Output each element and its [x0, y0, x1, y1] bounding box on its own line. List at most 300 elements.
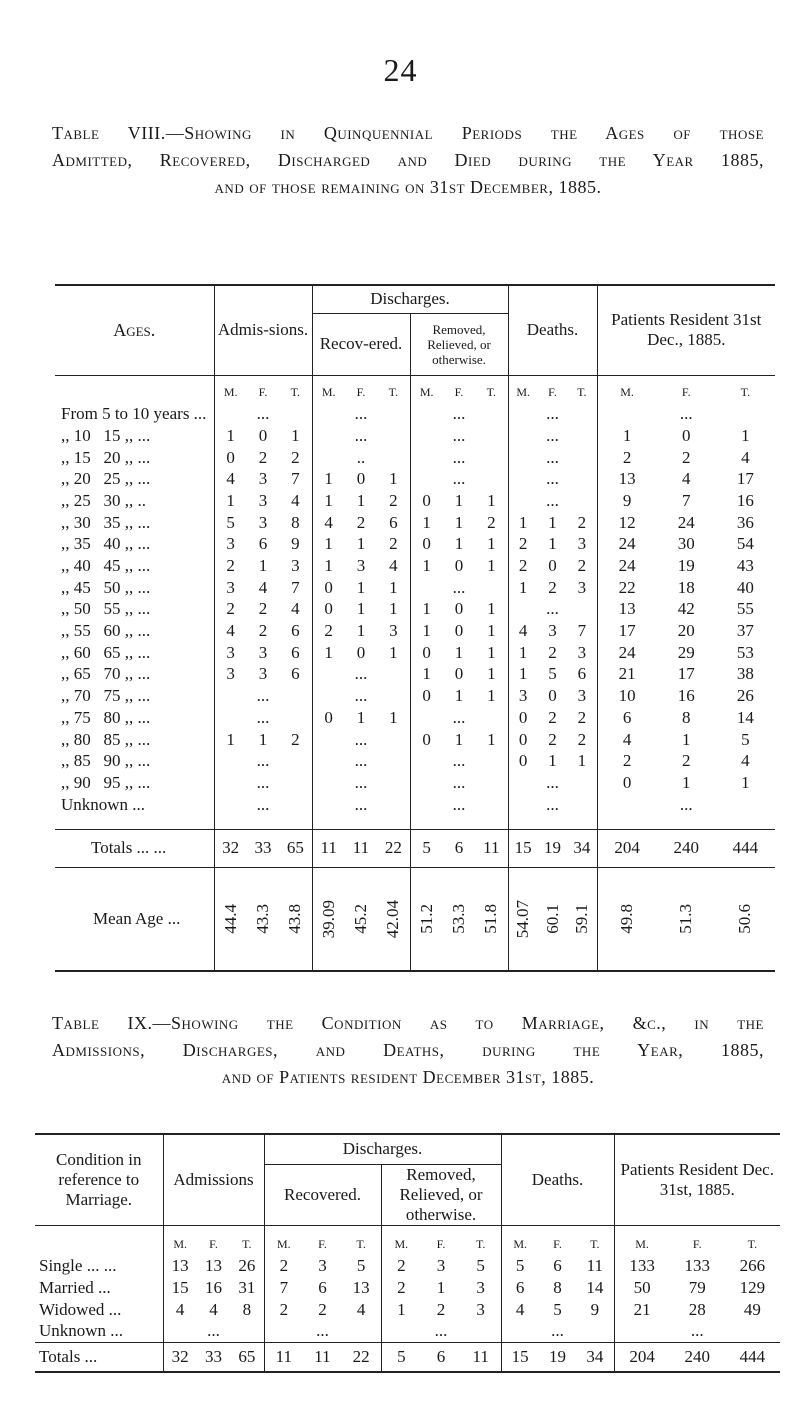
- total-value: 444: [739, 1347, 766, 1367]
- table-row: [215, 685, 312, 707]
- row-label: Widowed ...: [39, 1299, 122, 1319]
- female-value: 1: [454, 512, 464, 532]
- total-value: 3: [476, 1299, 485, 1319]
- female-value: 0: [548, 556, 557, 575]
- admissions-column: [214, 375, 312, 829]
- male-value: 1: [422, 599, 431, 619]
- female-value: 2: [548, 577, 557, 597]
- table-row: [598, 403, 776, 425]
- mft-header: M.: [513, 1236, 527, 1251]
- table-row: [411, 577, 508, 599]
- female-value: ...: [256, 686, 270, 706]
- female-value: 28: [688, 1299, 706, 1319]
- total-value: [281, 403, 310, 425]
- mft-header: F.: [548, 384, 557, 399]
- row-label: ,, 80 85 ,, ...: [61, 729, 151, 749]
- male-value: 0: [324, 599, 333, 619]
- mft-header: F.: [318, 1236, 327, 1251]
- table-row: [382, 1255, 501, 1277]
- male-value: 21: [618, 664, 636, 684]
- total-value: [379, 403, 408, 425]
- removed-column: [381, 1225, 501, 1342]
- male-value: [314, 403, 343, 425]
- male-value: 2: [518, 534, 528, 554]
- table-row: [509, 533, 597, 555]
- mft-label: [411, 382, 508, 404]
- table-row: [411, 598, 508, 620]
- male-value: 7: [279, 1277, 289, 1297]
- female-value: 3: [258, 642, 268, 662]
- female-value: 6: [318, 1277, 327, 1297]
- total-value: 3: [389, 621, 398, 641]
- discharges-header: Discharges.: [264, 1134, 501, 1164]
- female-value: 3: [318, 1256, 327, 1276]
- male-value: 0: [226, 447, 235, 467]
- row-label: ,, 90 95 ,, ...: [61, 772, 151, 792]
- total-value: 4: [741, 447, 750, 467]
- mft-header: M.: [516, 384, 531, 399]
- total-value: 444: [732, 838, 759, 858]
- female-value: ...: [256, 751, 270, 771]
- female-value: 6: [258, 534, 268, 554]
- total-value: 14: [736, 707, 754, 727]
- total-value: [477, 794, 506, 816]
- male-value: [510, 468, 536, 490]
- male-value: [216, 794, 245, 816]
- male-value: 5: [422, 838, 431, 858]
- table9: [35, 1133, 780, 1365]
- male-value: 2: [279, 1299, 289, 1319]
- row-label: Unknown ...: [61, 794, 146, 814]
- male-value: 1: [324, 534, 333, 554]
- row-label: ,, 30 35 ,, ...: [61, 512, 151, 532]
- total-value: 1: [487, 664, 496, 684]
- totals-resident: [597, 829, 775, 867]
- table-row: [313, 772, 410, 794]
- total-value: 3: [476, 1277, 485, 1297]
- female-value: ...: [546, 794, 559, 814]
- male-value: 32: [222, 838, 240, 858]
- male-value: [412, 468, 441, 490]
- male-value: [412, 577, 441, 599]
- total-value: [477, 577, 506, 599]
- table9-caption-line2: Admissions, Discharges, and Deaths, during the Year, 1885,: [52, 1040, 764, 1060]
- total-value: 1: [291, 425, 300, 445]
- totals-removed: [410, 829, 508, 867]
- table-row: [502, 1255, 614, 1277]
- mean-age-values: [215, 904, 312, 934]
- row-label: ,, 60 65 ,, ...: [61, 642, 151, 662]
- table-row: [598, 620, 776, 642]
- female-value: 19: [544, 838, 561, 858]
- mean-admissions: [214, 867, 312, 971]
- total-value: 11: [472, 1347, 489, 1367]
- female-value: 0: [258, 425, 268, 445]
- male-value: [314, 772, 343, 794]
- table-row: [215, 794, 312, 816]
- table-row: [615, 1299, 781, 1321]
- total-value: 3: [577, 534, 587, 554]
- table-row: [509, 468, 597, 490]
- total-value: 9: [291, 534, 300, 554]
- female-value: 7: [682, 490, 691, 510]
- mean-age-value: 45.2: [350, 903, 370, 934]
- total-value: 6: [389, 512, 398, 532]
- female-value: 1: [548, 534, 557, 554]
- mft-header: F.: [436, 1236, 446, 1251]
- female-value: 1: [454, 729, 464, 749]
- total-value: 4: [741, 751, 750, 771]
- female-value: 0: [356, 642, 366, 662]
- male-value: [510, 772, 536, 794]
- mft-header: T.: [242, 1236, 252, 1251]
- total-value: 31: [238, 1277, 256, 1297]
- female-value: ...: [452, 425, 466, 445]
- male-value: 1: [324, 490, 333, 510]
- table-row: [509, 512, 597, 534]
- female-value: ...: [354, 772, 368, 792]
- female-value: 0: [682, 425, 691, 445]
- male-value: 21: [633, 1299, 651, 1319]
- table-row: [411, 663, 508, 685]
- total-value: 1: [487, 534, 496, 554]
- female-value: ...: [256, 404, 270, 424]
- male-value: [216, 685, 245, 707]
- mean-age-value: 54.07: [513, 899, 533, 938]
- male-value: 0: [518, 707, 528, 727]
- male-value: 204: [614, 838, 640, 858]
- male-value: [617, 1320, 667, 1342]
- total-value: 2: [577, 512, 587, 532]
- total-value: [477, 403, 506, 425]
- table-row: [509, 577, 597, 599]
- table-row: [509, 555, 597, 577]
- table-row: [598, 772, 776, 794]
- female-value: 2: [258, 447, 268, 467]
- table-row: [411, 707, 508, 729]
- table-row: [215, 642, 312, 664]
- male-value: 0: [422, 642, 431, 662]
- total-value: 5: [476, 1256, 485, 1276]
- mean-age-value: 50.6: [735, 903, 755, 934]
- table-row: [164, 1255, 264, 1277]
- total-value: 2: [291, 447, 300, 467]
- female-value: ...: [452, 794, 466, 814]
- male-value: 5: [226, 512, 235, 532]
- total-value: [281, 750, 310, 772]
- total-value: 2: [389, 534, 398, 554]
- male-value: 15: [511, 1347, 529, 1367]
- female-value: 1: [356, 707, 366, 727]
- row-label: ,, 50 55 ,, ...: [61, 599, 151, 619]
- male-value: 11: [275, 1347, 292, 1367]
- page-number: 24: [383, 52, 418, 88]
- female-value: 3: [258, 512, 268, 532]
- male-value: 3: [226, 577, 235, 597]
- male-value: 0: [518, 729, 528, 749]
- male-value: 2: [622, 751, 632, 771]
- table-row: [382, 1299, 501, 1321]
- total-value: 3: [291, 556, 300, 575]
- table-row: [598, 512, 776, 534]
- female-value: 17: [677, 664, 695, 684]
- total-value: 65: [238, 1347, 256, 1367]
- total-value: [379, 750, 408, 772]
- table-row: [313, 425, 410, 447]
- female-value: 1: [454, 686, 464, 706]
- female-value: 6: [436, 1347, 446, 1367]
- total-value: 37: [736, 621, 754, 641]
- female-value: 8: [553, 1277, 562, 1297]
- mft-label: [598, 382, 776, 404]
- table-row: [411, 403, 508, 425]
- total-value: [728, 1320, 778, 1342]
- totals-row: [164, 1346, 264, 1368]
- totals-resident: [614, 1342, 780, 1372]
- female-value: 1: [356, 599, 366, 619]
- table-row: [411, 425, 508, 447]
- total-value: 1: [389, 707, 398, 727]
- male-value: 6: [515, 1277, 525, 1297]
- total-value: [719, 403, 772, 425]
- total-value: 1: [741, 425, 750, 445]
- female-value: 16: [677, 686, 695, 706]
- row-label: ,, 85 90 ,, ...: [61, 751, 151, 771]
- total-value: 5: [741, 729, 750, 749]
- mft-label: [509, 382, 597, 404]
- male-value: [510, 598, 536, 620]
- total-value: 3: [577, 577, 587, 597]
- female-value: 33: [204, 1347, 222, 1367]
- mft-header: F.: [258, 384, 268, 399]
- row-label: ,, 10 15 ,, ...: [61, 425, 151, 445]
- totals-row: [615, 1346, 781, 1368]
- age-column: [55, 375, 214, 829]
- male-value: 17: [618, 621, 636, 641]
- table-row: [313, 598, 410, 620]
- table-row: [411, 642, 508, 664]
- table-row: [411, 555, 508, 577]
- total-value: 53: [736, 642, 754, 662]
- row-label: ,, 45 50 ,, ...: [61, 577, 151, 597]
- male-value: 50: [633, 1277, 651, 1297]
- totals-label: Totals ... ...: [55, 829, 214, 867]
- female-value: 0: [548, 686, 557, 706]
- mft-header: F.: [692, 1236, 702, 1251]
- mft-header: T.: [290, 384, 301, 399]
- male-value: 0: [422, 686, 431, 706]
- male-value: 1: [226, 425, 235, 445]
- total-value: [477, 707, 506, 729]
- total-value: 2: [291, 729, 300, 749]
- male-value: 1: [397, 1299, 406, 1319]
- male-value: 4: [175, 1299, 185, 1319]
- male-value: [314, 425, 343, 447]
- male-value: [412, 447, 441, 469]
- table-row: [502, 1277, 614, 1299]
- female-value: ...: [690, 1321, 704, 1341]
- male-value: 0: [518, 751, 528, 771]
- table-row: [509, 642, 597, 664]
- mft-header: T.: [577, 384, 587, 399]
- table-row: [215, 620, 312, 642]
- female-value: 13: [204, 1256, 222, 1276]
- male-value: 32: [171, 1347, 189, 1367]
- male-value: [600, 794, 653, 816]
- male-value: 133: [629, 1256, 655, 1276]
- female-value: 33: [254, 838, 272, 858]
- female-value: 2: [258, 599, 268, 619]
- table-row: [411, 533, 508, 555]
- table9-caption: [52, 1010, 764, 1091]
- table-row: [411, 772, 508, 794]
- table-row: [313, 663, 410, 685]
- totals-row: [382, 1346, 501, 1368]
- total-value: [379, 685, 408, 707]
- male-value: 0: [422, 729, 431, 749]
- mft-header: F.: [454, 384, 464, 399]
- table-row: [215, 750, 312, 772]
- female-value: 240: [684, 1347, 710, 1367]
- male-value: 4: [518, 621, 528, 641]
- total-value: 1: [741, 772, 750, 792]
- total-value: 3: [577, 686, 587, 706]
- resident-header: Patients Resident 31st Dec., 1885.: [597, 285, 775, 375]
- total-value: 1: [389, 469, 398, 489]
- female-value: 6: [553, 1256, 562, 1276]
- male-value: 10: [618, 686, 636, 706]
- male-value: 5: [397, 1347, 406, 1367]
- female-value: 19: [677, 556, 695, 575]
- mft-label: [164, 1234, 264, 1256]
- total-value: [281, 685, 310, 707]
- total-value: 22: [384, 838, 402, 858]
- male-value: [510, 794, 536, 816]
- total-value: [477, 750, 506, 772]
- male-value: [503, 1320, 537, 1342]
- mft-header: T.: [740, 384, 751, 399]
- female-value: 8: [682, 707, 691, 727]
- totals-admissions: [163, 1342, 264, 1372]
- table-row: [411, 620, 508, 642]
- male-value: [510, 490, 536, 512]
- mft-header: T.: [356, 1236, 366, 1251]
- female-value: 2: [548, 729, 557, 749]
- mean-age-label: Mean Age ...: [55, 867, 214, 971]
- table-row: [598, 468, 776, 490]
- male-value: 0: [324, 707, 333, 727]
- total-value: 11: [586, 1256, 604, 1276]
- table-row: [411, 750, 508, 772]
- mft-label: [615, 1234, 781, 1256]
- total-value: 34: [573, 838, 591, 858]
- male-value: 11: [320, 838, 337, 858]
- totals-admissions: [214, 829, 312, 867]
- female-value: 11: [314, 1347, 331, 1367]
- total-value: 16: [736, 490, 754, 510]
- total-value: 1: [389, 577, 398, 597]
- male-value: 13: [171, 1256, 189, 1276]
- female-value: 1: [258, 729, 268, 749]
- female-value: 1: [356, 534, 366, 554]
- table-row: [164, 1277, 264, 1299]
- male-value: 6: [622, 707, 632, 727]
- condition-header: Condition in reference to Marriage.: [35, 1134, 163, 1225]
- table-row: [598, 794, 776, 816]
- table-row: [509, 707, 597, 729]
- total-value: [569, 468, 595, 490]
- male-value: 24: [618, 534, 636, 554]
- recovered-column: [312, 375, 410, 829]
- female-value: 2: [548, 707, 557, 727]
- female-value: 5: [553, 1299, 562, 1319]
- table-row: [215, 447, 312, 469]
- mft-header: F.: [681, 384, 691, 399]
- total-value: 2: [577, 707, 587, 727]
- total-value: [477, 772, 506, 794]
- total-value: [569, 598, 595, 620]
- mean-age-values: [598, 904, 776, 934]
- mft-label: [382, 1234, 501, 1256]
- deaths-header: Deaths.: [501, 1134, 614, 1225]
- deaths-header: Deaths.: [508, 285, 597, 375]
- total-value: [477, 447, 506, 469]
- mft-header: M.: [635, 1236, 649, 1251]
- total-value: 14: [586, 1277, 604, 1297]
- row-label: ,, 75 80 ,, ...: [61, 707, 151, 727]
- admissions-column: [163, 1225, 264, 1342]
- table-row: [411, 490, 508, 512]
- total-value: 22: [352, 1347, 370, 1367]
- female-value: ...: [546, 404, 559, 424]
- table-row: [509, 663, 597, 685]
- female-value: 1: [454, 534, 464, 554]
- total-value: [281, 772, 310, 794]
- table-row: [411, 729, 508, 751]
- total-value: 4: [291, 490, 300, 510]
- mft-header: M.: [223, 384, 238, 399]
- male-value: 4: [226, 621, 235, 641]
- resident-column: [597, 375, 775, 829]
- total-value: 17: [736, 469, 754, 489]
- table-row: [598, 663, 776, 685]
- total-value: 1: [577, 751, 587, 771]
- total-value: 40: [736, 577, 754, 597]
- male-value: 0: [422, 534, 431, 554]
- total-value: [281, 707, 310, 729]
- female-value: 3: [356, 556, 366, 575]
- totals-row: [265, 1346, 381, 1368]
- male-value: [216, 750, 245, 772]
- female-value: 1: [356, 577, 366, 597]
- male-value: 2: [397, 1277, 406, 1297]
- male-value: 0: [324, 577, 333, 597]
- total-value: 1: [487, 686, 496, 706]
- recovered-header: Recov-ered.: [312, 313, 410, 375]
- female-value: 1: [436, 1277, 446, 1297]
- mean-age-value: 60.1: [542, 903, 562, 934]
- female-value: 0: [454, 621, 464, 641]
- male-value: 15: [171, 1277, 189, 1297]
- table8-caption-line1: Table VIII.—Showing in Quinquennial Periods the Ages of those: [52, 123, 764, 143]
- total-value: 1: [487, 490, 496, 510]
- row-label: Married ...: [39, 1277, 111, 1297]
- table-row: [215, 512, 312, 534]
- female-value: ...: [354, 404, 368, 424]
- table-row: [313, 685, 410, 707]
- table-row: [313, 750, 410, 772]
- female-value: 1: [258, 556, 268, 575]
